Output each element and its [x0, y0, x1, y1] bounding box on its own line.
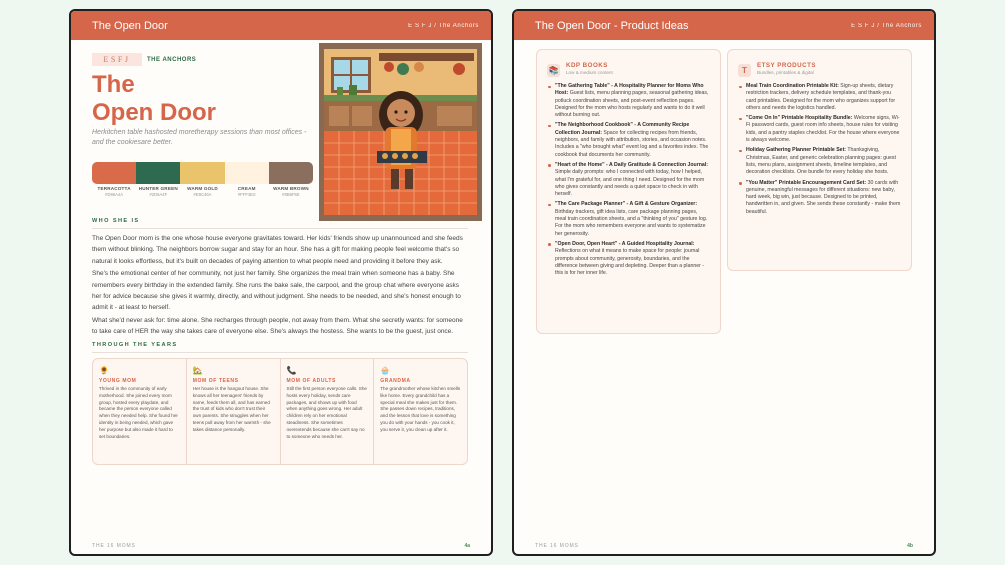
year-text: Her house is the hangout house. She knows all her teenagers' friends by name, feeds them all, and has earned the trust of kids who don't trust their own parents. She struggles when her teens pull away from her warmth - she takes distance personally.	[192, 386, 271, 432]
kitchen-scene-image	[319, 43, 482, 221]
item-title: "You Matter" Printable Encouragement Card Set:	[746, 179, 867, 186]
list-item	[547, 241, 710, 277]
type-code-badge: ESFJ	[92, 53, 142, 66]
card-title: ETSY PRODUCTS	[757, 62, 816, 69]
list-item	[547, 83, 710, 119]
item-text: Welcome signs, Wi-Fi password cards, guest room info sheets, house rules for visiting kids, and a pantry staples checklist. For the house where everyone is always welcome.	[746, 115, 900, 144]
item-text: Guest lists, menu planning pages, seasonal gathering ideas, potluck coordination sheets, and post-event reflection pages. Designed for the mom who hosts regularly and wants to do it well without burning out.	[555, 90, 709, 119]
swatch-name: WARM BROWN	[273, 186, 309, 191]
etsy-icon: T	[738, 64, 751, 77]
item-title: "The Gathering Table" - A Hospitality Planner for Moms Who Host:	[555, 83, 704, 97]
list-item	[738, 115, 901, 144]
page-number: 4a	[464, 543, 470, 549]
item-text: Reflections on what it means to make space for people: journal prompts about community, generosity, boundaries, and the difference between giving and depleting. Deeper than a planner - this is for her inner life.	[555, 248, 705, 277]
item-text: Sign-up sheets, dietary restriction trackers, delivery schedule templates, and thank-you card printables. Designed for the mom who organizes support for others and needs the logistics handled.	[746, 83, 896, 111]
card-header	[537, 50, 720, 83]
page-footer	[514, 538, 934, 554]
card-title: KDP BOOKS	[566, 62, 608, 69]
item-title: "The Care Package Planner" - A Gift & Gesture Organizer:	[555, 201, 698, 208]
year-column-young-mom	[93, 359, 187, 464]
list-item	[738, 147, 901, 176]
list-item	[547, 201, 710, 237]
card-subtitle: Bundles, printables & digital	[757, 70, 814, 75]
card-header	[728, 50, 911, 83]
item-title: Meal Train Coordination Printable Kit:	[746, 83, 839, 89]
item-title: "Come On In" Printable Hospitality Bundle:	[746, 115, 853, 122]
swatch-label	[136, 186, 180, 197]
page-header	[71, 11, 491, 40]
swatch-warm-gold	[180, 162, 224, 184]
header-title: The Open Door - Product Ideas	[535, 19, 689, 32]
year-column-mom-of-adults	[281, 359, 375, 464]
through-the-years-grid	[92, 358, 468, 465]
card-subtitle: Low & medium content	[566, 70, 613, 75]
breadcrumb: E S F J / The Anchors	[408, 22, 479, 29]
who-she-is-text	[92, 233, 465, 339]
tagline: Herkitchen table hashosted moretherapy sessions than most offices - and the cookiesare better.	[92, 129, 307, 146]
item-text: Thanksgiving, Christmas, Easter, and generic celebration planning pages: guest lists, menu plans, assignment sheets, timeline templates, and decoration checklists. One bundle for every holiday she hosts.	[746, 147, 896, 176]
title-line-1: The	[92, 71, 135, 98]
house-icon: 🏡	[192, 366, 203, 375]
swatch-label	[225, 186, 269, 197]
who-she-is-label: WHO SHE IS	[92, 218, 140, 224]
list-item	[738, 83, 901, 112]
swatch-label	[92, 186, 136, 197]
type-name: THE ANCHORS	[147, 57, 197, 63]
phone-icon: 📞	[286, 366, 297, 375]
item-title: "The Neighborhood Cookbook" - A Community Recipe Collection Journal:	[555, 122, 690, 136]
swatch-name: TERRACOTTA	[97, 186, 131, 191]
year-title: GRANDMA	[380, 378, 411, 384]
product-list	[728, 83, 911, 216]
page-number: 4b	[907, 543, 913, 549]
item-title: "Open Door, Open Heart" - A Guided Hospitality Journal:	[555, 240, 695, 247]
who-paragraph: What she'd never ask for: time alone. She recharges through people, not away from them. What she secretly wants: for someone to take care of HER the way she takes care of everyone else. She's always the hostess. She wants to be the guest, just once.	[92, 316, 463, 336]
item-text: Simple daily prompts: who I connected with today, how I helped, what I'm grateful for, and one thing I need. Designed for the mom who gives constantly and needs a quiet space to check in with herself.	[555, 169, 705, 198]
footer-brand: THE 16 MOMS	[535, 543, 579, 549]
divider	[92, 352, 468, 353]
swatch-cream	[225, 162, 269, 184]
year-title: YOUNG MOM	[99, 378, 137, 384]
page-header	[514, 11, 934, 40]
year-title: MOM OF ADULTS	[286, 378, 336, 384]
page-left	[69, 9, 493, 556]
color-palette-labels	[92, 186, 313, 197]
swatch-label	[269, 186, 313, 197]
item-title: "Heart of the Home" - A Daily Gratitude & Connection Journal:	[555, 161, 708, 168]
swatch-hex: #FFF3E0	[237, 192, 256, 197]
kdp-books-card	[536, 49, 721, 334]
swatch-label	[180, 186, 224, 197]
books-icon: 📚	[548, 66, 559, 75]
who-paragraph: The Open Door mom is the one whose house everyone gravitates toward. Her kids' friends show up unannounced and she feeds them without blinking. The neighbors borrow sugar and stay for an hour. She has a gift for making people feel welcome that's so natural it looks effortless, but it's built on decades of paying attention to what people need and providing it before they ask.	[92, 235, 463, 265]
item-title: Holiday Gathering Planner Printable Set:	[746, 147, 847, 154]
swatch-name: WARM GOLD	[187, 186, 218, 191]
kitchen-illustration	[319, 43, 482, 221]
swatch-hex: #E9C46A	[193, 192, 212, 197]
year-title: MOM OF TEENS	[192, 378, 239, 384]
page-title	[92, 71, 216, 127]
swatch-terracotta	[92, 162, 136, 184]
footer-brand: THE 16 MOMS	[92, 543, 136, 549]
item-text: Space for collecting recipes from friends, neighbors, and family with attribution, stories, and occasion notes. Includes a "who brought what" event log and a favorites index. The cookbook that documents her community.	[555, 129, 709, 158]
item-text: 30 cards with genuine, meaningful messages for different situations: new baby, hard week, big win, just because. Designed to be printed, handwritten in, and given. She sends these constantly - make them beautiful.	[746, 179, 901, 215]
page-right	[512, 9, 936, 556]
year-text: Thrived in the community of early motherhood. She joined every mom group, hosted every playdate, and became the person everyone called when they needed help. She found her identity in being needed, which gave her purpose but also made it hard to set boundaries.	[99, 386, 178, 439]
divider	[92, 228, 468, 229]
title-line-2: Open Door	[92, 99, 216, 126]
year-text: Still the first person everyone calls. She hosts every holiday, sends care packages, and shows up with food when anything goes wrong. Her adult children rely on her emotional steadiness. She sometimes overextends because she can't say no to someone who needs her.	[286, 386, 367, 439]
page-footer	[71, 538, 491, 554]
cupcake-icon: 🧁	[380, 366, 391, 375]
list-item	[738, 180, 901, 216]
header-title: The Open Door	[92, 19, 168, 32]
swatch-hex: #8B6F5E	[282, 192, 300, 197]
color-palette	[92, 162, 313, 184]
list-item	[547, 122, 710, 158]
swatch-name: CREAM	[237, 186, 256, 191]
year-column-mom-of-teens	[187, 359, 281, 464]
swatch-hunter-green	[136, 162, 180, 184]
product-list	[537, 83, 720, 277]
swatch-warm-brown	[269, 162, 313, 184]
breadcrumb: E S F J / The Anchors	[851, 22, 922, 29]
item-text: Birthday trackers, gift idea lists, care package planning pages, meal train coordination sheets, and a "thinking of you" gesture log. For the mom who remembers everyone and wants to systematize her generosity.	[555, 208, 708, 237]
sunflower-icon: 🌻	[99, 366, 109, 375]
who-paragraph: She's the emotional center of her community, not just her family. She organizes the meal train when someone has a baby. She remembers every birthday in the extended family. She runs the bake sale, the carpool, and the group chat where everyone asks her for advice because she gives it warmly, directly, and without judgment. She needs to be needed, and she's honest enough to admit it - at least to herself.	[92, 270, 461, 312]
through-the-years-label: THROUGH THE YEARS	[92, 342, 178, 348]
swatch-name: HUNTER GREEN	[138, 186, 178, 191]
year-column-grandma	[374, 359, 467, 464]
etsy-products-card	[727, 49, 912, 271]
year-text: The grandmother whose kitchen smells like home. Every grandchild has a special meal she makes just for them. She passes down recipes, traditions, and the lesson that love is something you do with your hands - you cook it, you serve it, you clean up after it.	[380, 386, 461, 432]
list-item	[547, 162, 710, 198]
swatch-hex: #D96A4A	[105, 192, 124, 197]
swatch-hex: #2D6A4F	[149, 192, 168, 197]
